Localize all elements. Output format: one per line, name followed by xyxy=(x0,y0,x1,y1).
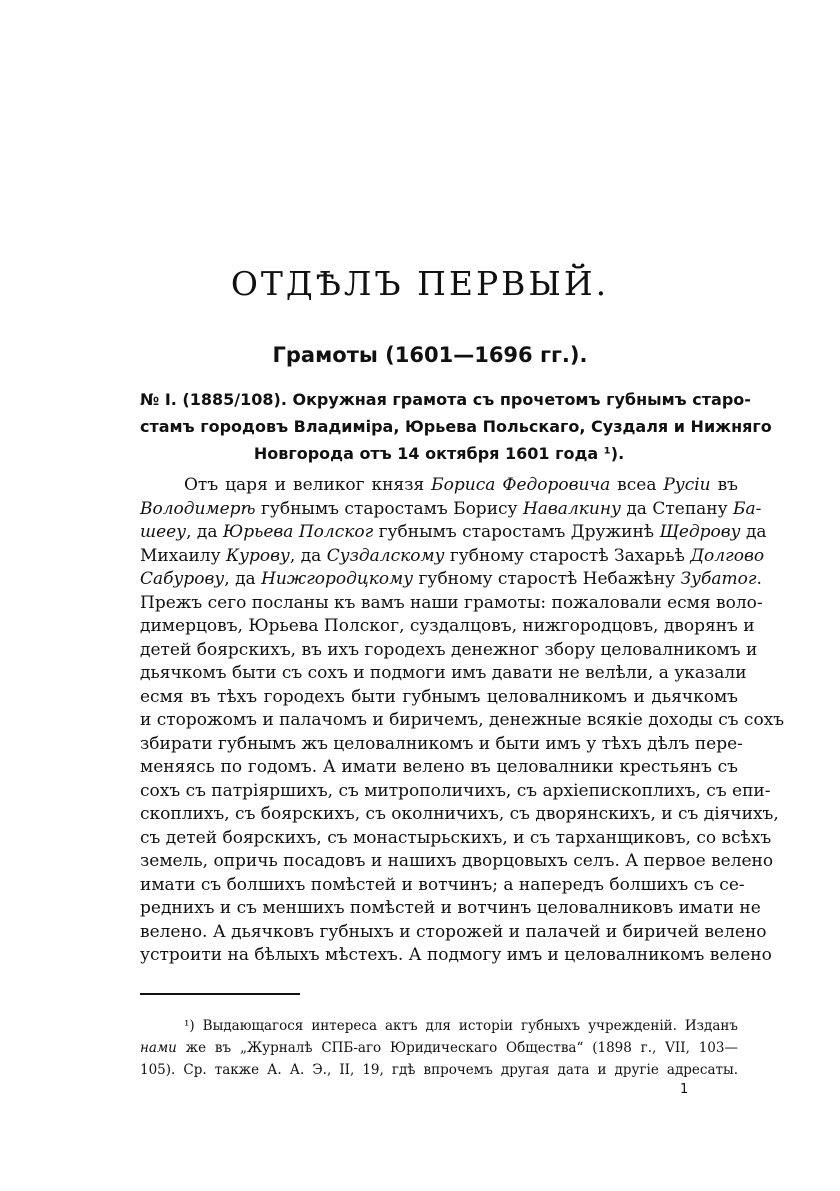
text-run: , да xyxy=(224,569,262,589)
name-italic: Ба- xyxy=(733,498,762,519)
text-line xyxy=(140,474,738,498)
name-italic: Володимерѣ xyxy=(140,498,256,519)
text-line: скоплихъ, съ боярскихъ, съ околничихъ, съ дворянскихъ, и съ діячихъ, xyxy=(140,804,779,824)
text-run: да Степану xyxy=(620,498,734,519)
text-line xyxy=(140,568,762,592)
name-italic: шееу xyxy=(140,522,187,542)
text-line xyxy=(140,498,762,522)
text-line: сохъ съ патріяршихъ, съ митрополичихъ, съ архіепископлихъ, съ епи- xyxy=(140,780,771,801)
text-line: есмя въ тѣхъ городехъ быти губнымъ целовалникомъ и дьячкомъ xyxy=(140,686,738,707)
text-run: губнымъ старостамъ Дружинѣ xyxy=(373,522,660,542)
text-run: , да xyxy=(289,545,327,566)
text-line: димерцовъ, Юрьева Полског, суздалцовъ, нижгородцовъ, дворянъ и xyxy=(140,616,755,636)
text-line xyxy=(140,545,765,569)
text-run: губному старостѣ Захарьѣ xyxy=(444,545,691,566)
name-italic: Нижгородцкому xyxy=(261,569,414,589)
page-number: 1 xyxy=(680,1082,689,1097)
text-run: Михаилу xyxy=(140,545,226,566)
name-italic: Навалкину xyxy=(522,498,621,519)
text-line: съ детей боярскихъ, съ монастырьскихъ, и съ тарханщиковъ, со всѣхъ xyxy=(140,827,772,848)
footnote-line xyxy=(140,1037,738,1059)
text-run: въ xyxy=(710,475,738,495)
document-heading xyxy=(140,386,772,467)
text-line: меняясь по годомъ. А имати велено въ целовалники крестьянъ съ xyxy=(140,757,738,777)
text-line: реднихъ и съ меншихъ помѣстей и вотчинъ целовалниковъ имати не xyxy=(140,898,761,918)
name-italic: Юрьева Полског xyxy=(222,522,374,542)
text-line: и сторожомъ и палачомъ и биричемъ, денежные всякіе доходы съ сохъ xyxy=(140,710,785,730)
text-line: Прежъ сего посланы къ вамъ наши грамоты: пожаловали есмя воло- xyxy=(140,592,763,613)
text-run: да xyxy=(740,522,767,542)
heading-line: стамъ городовъ Владиміра, Юрьева Польскаго, Суздаля и Нижняго xyxy=(140,417,772,436)
text-run: , да xyxy=(186,522,223,542)
subtitle: Грамоты (1601—1696 гг.). xyxy=(272,343,588,367)
section-title: ОТДѢЛЪ ПЕРВЫЙ. xyxy=(230,264,610,303)
name-italic: Курову xyxy=(226,545,290,566)
name-italic: Суздалскому xyxy=(326,545,445,566)
heading-line: Новгорода отъ 14 октября 1601 года ¹). xyxy=(253,444,625,463)
footnote-line: 105). Ср. также А. А. Э., II, 19, гдѣ впрочемъ другая дата и другіе адресаты. xyxy=(140,1062,738,1078)
text-run: . xyxy=(756,569,762,589)
name-italic: Щедрову xyxy=(659,522,741,542)
text-line: велено. А дьячковъ губныхъ и сторожей и палачей и биричей велено xyxy=(140,921,767,942)
name-italic: Сабурову xyxy=(140,569,225,589)
text-line: имати съ болшихъ помѣстей и вотчинъ; а напередъ болшихъ съ се- xyxy=(140,874,745,895)
name-italic: нами xyxy=(140,1040,177,1056)
footnote xyxy=(140,1015,738,1081)
text-run: губному старостѣ Небажѣну xyxy=(413,569,681,589)
text-line xyxy=(140,521,767,545)
text-line: дьячкомъ быти съ сохъ и подмоги имъ давати не велѣли, а указали xyxy=(140,663,747,683)
footnote-divider xyxy=(140,993,300,995)
text-run: же въ „Журналѣ СПБ-аго Юридическаго Общества“ (1898 г., VII, 103— xyxy=(176,1040,738,1056)
body-text xyxy=(140,474,785,968)
text-run: Отъ царя и великог князя xyxy=(184,475,432,495)
heading-line: № I. (1885/108). Окружная грамота съ прочетомъ губнымъ старо- xyxy=(140,390,751,409)
text-line: земель, опричь посадовъ и нашихъ дворцовыхъ селъ. А первое велено xyxy=(140,851,774,871)
text-run: губнымъ старостамъ Борису xyxy=(255,498,523,519)
text-run: всеа xyxy=(610,475,664,495)
name-italic: Бориса Федоровича xyxy=(431,475,611,495)
text-line: детей боярскихъ, въ ихъ городехъ денежног збору целовалникомъ и xyxy=(140,639,758,660)
text-line: збирати губнымъ жъ целовалникомъ и быти имъ у тѣхъ дѣлъ пере- xyxy=(140,733,743,754)
name-italic: Зубатог xyxy=(680,569,757,589)
name-italic: Русіи xyxy=(663,475,711,495)
footnote-line: ¹) Выдающагося интереса актъ для исторіи губныхъ учрежденій. Изданъ xyxy=(184,1018,738,1034)
text-line: устроити на бѣлыхъ мѣстехъ. А подмогу имъ и целовалникомъ велено xyxy=(140,945,772,965)
name-italic: Долгово xyxy=(690,545,765,566)
